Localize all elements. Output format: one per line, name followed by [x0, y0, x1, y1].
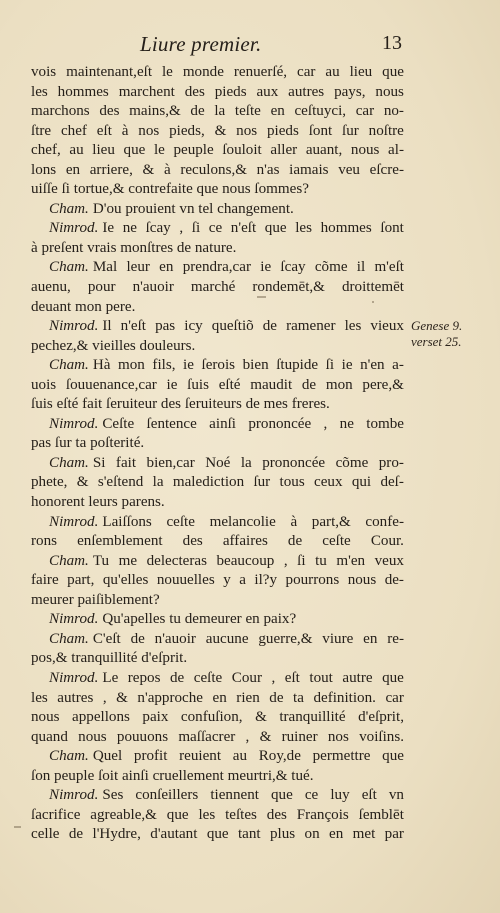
text-line — [31, 141, 404, 161]
line-text: Il n'eſt pas icy queſtiõ de ramener les vieux — [102, 318, 404, 335]
text-line — [31, 513, 404, 533]
line-text: marchons des mains,& de la teſte en ceſtuyci, car no- — [31, 103, 404, 120]
speaker-name: Nimrod. — [49, 611, 99, 628]
speaker-name: Cham. — [49, 630, 89, 647]
speaker-name: Cham. — [49, 200, 89, 217]
text-line — [31, 298, 404, 318]
text-line — [31, 747, 404, 767]
line-text: Ie ne ſcay , ſi ce n'eſt que les hommes ſont — [102, 220, 404, 237]
line-text: à preſent vrais monſtres de nature. — [31, 239, 237, 256]
speaker-name: Cham. — [49, 748, 89, 765]
text-line — [31, 689, 404, 709]
line-text: Hà mon fils, ie ſerois bien ſtupide ſi ie n'en a- — [92, 357, 404, 374]
line-text: uiſſe ſi tortue,& contrefaite que nous ſommes? — [31, 181, 309, 198]
text-line — [31, 356, 404, 376]
text-line — [31, 767, 404, 787]
ink-mark — [257, 296, 266, 298]
line-text: vois maintenant,eſt le monde renuerſé, car au lieu que — [31, 64, 404, 80]
line-text: D'ou prouient vn tel changement. — [92, 200, 294, 217]
line-text: Si fait bien,car Noé la prononcée cõme pro- — [92, 454, 404, 471]
line-text: chef, au lieu que le peuple ſouloit aller auant, nous al- — [31, 142, 404, 159]
speaker-name: Nimrod. — [49, 318, 99, 335]
line-text: uois ſouuenance,car ie ſuis eſté maudit de mon pere,& — [31, 376, 404, 393]
text-line — [31, 434, 404, 454]
text-line — [31, 552, 404, 572]
text-line — [31, 122, 404, 142]
line-text: phete, & s'eſtend la malediction ſur tous ceux qui deſ- — [31, 474, 404, 491]
text-line — [31, 239, 404, 259]
line-text: nous appellons paix confuſion, & tranquillité d'eſprit, — [31, 709, 404, 726]
text-line — [31, 532, 404, 552]
line-text: rons enſemblement des affaires de ceſte Cour. — [31, 533, 404, 550]
line-text: C'eſt de n'auoir aucune guerre,& viure en re- — [92, 630, 404, 647]
line-text: Ceſte ſentence ainſi prononcée , ne tombe — [102, 415, 404, 432]
running-head-title: Liure premier. — [140, 32, 262, 56]
ink-mark — [14, 826, 21, 828]
text-line — [31, 610, 404, 630]
text-line — [31, 395, 404, 415]
line-text: honorent leurs parens. — [31, 494, 165, 511]
line-text: Tu me delecteras beaucoup , ſi tu m'en veux — [92, 552, 404, 569]
text-line — [31, 278, 404, 298]
line-text: ſon peuple ſoit ainſi cruellement meurtri,& tué. — [31, 767, 314, 784]
text-line — [31, 415, 404, 435]
speaker-name: Cham. — [49, 357, 89, 374]
text-line — [31, 591, 404, 611]
text-line — [31, 571, 404, 591]
text-line — [31, 337, 404, 357]
line-text: les autres , & n'approche en rien de ta definition. car — [31, 689, 404, 706]
text-line — [31, 493, 404, 513]
line-text: Quel profit reuient au Roy,de permettre que — [92, 748, 404, 765]
speaker-name: Nimrod. — [49, 415, 99, 432]
text-line — [31, 786, 404, 806]
page-number: 13 — [382, 32, 402, 54]
line-text: pas ſur ta poſterité. — [31, 435, 145, 452]
text-line — [31, 728, 404, 748]
line-text: Laiſſons ceſte melancolie à part,& confe- — [102, 513, 404, 530]
line-text: auenu, pour n'auoir marché rondemēt,& droittemēt — [31, 279, 404, 296]
line-text: deuant mon pere. — [31, 298, 136, 315]
text-line — [31, 708, 404, 728]
margin-note — [411, 318, 462, 350]
line-text: Mal leur en prendra,car ie ſcay cõme il m'eſt — [92, 259, 404, 276]
text-line — [31, 180, 404, 200]
text-line — [31, 669, 404, 689]
dialogue-text — [31, 63, 404, 845]
line-text: ſacrifice agreable,& que les teſtes des François ſemblēt — [31, 806, 404, 823]
line-text: Ses conſeillers tiennent que ce luy eſt vn — [102, 787, 404, 804]
line-text: celle de l'Hydre, d'autant que tant plus on en met par — [31, 826, 404, 843]
line-text: faire part, qu'elles nouuelles y a il?y pourrons nous de- — [31, 572, 404, 589]
line-text: ſtre chef eſt à nos pieds, & nos pieds ſont ſur noſtre — [31, 122, 404, 139]
line-text: Le repos de ceſte Cour , eſt tout autre que — [102, 669, 404, 686]
text-line — [31, 83, 404, 103]
text-line — [31, 825, 404, 845]
ink-mark — [372, 301, 374, 303]
text-line — [31, 102, 404, 122]
line-text: meurer paiſiblement? — [31, 591, 160, 608]
running-head — [0, 32, 500, 56]
text-line — [31, 161, 404, 181]
margin-note-line: Genese 9. — [411, 318, 463, 333]
line-text: pos,& tranquillité d'eſprit. — [31, 650, 188, 667]
text-line — [31, 317, 404, 337]
speaker-name: Nimrod. — [49, 787, 99, 804]
text-line — [31, 649, 404, 669]
speaker-name: Nimrod. — [49, 220, 99, 237]
speaker-name: Nimrod. — [49, 669, 99, 686]
speaker-name: Cham. — [49, 259, 89, 276]
text-line — [31, 63, 404, 83]
speaker-name: Cham. — [49, 552, 89, 569]
line-text: Qu'apelles tu demeurer en paix? — [102, 611, 297, 628]
text-line — [31, 258, 404, 278]
speaker-name: Cham. — [49, 454, 89, 471]
text-line — [31, 219, 404, 239]
line-text: pechez,& vieilles douleurs. — [31, 337, 196, 354]
line-text: ſuis eſté fait ſeruiteur des ſeruiteurs de mes freres. — [31, 396, 330, 413]
text-line — [31, 473, 404, 493]
text-line — [31, 200, 404, 220]
speaker-name: Nimrod. — [49, 513, 99, 530]
text-line — [31, 376, 404, 396]
margin-note-line: verset 25. — [411, 334, 462, 349]
text-line — [31, 630, 404, 650]
line-text: les hommes marchent des pieds aux autres pays, nous — [31, 83, 404, 100]
text-line — [31, 806, 404, 826]
text-line — [31, 454, 404, 474]
line-text: quand nous pouuons maſſacrer , & ruiner nos voiſins. — [31, 728, 404, 745]
line-text: lons en arriere, & à reculons,& n'as iamais veu eſcre- — [31, 161, 404, 178]
